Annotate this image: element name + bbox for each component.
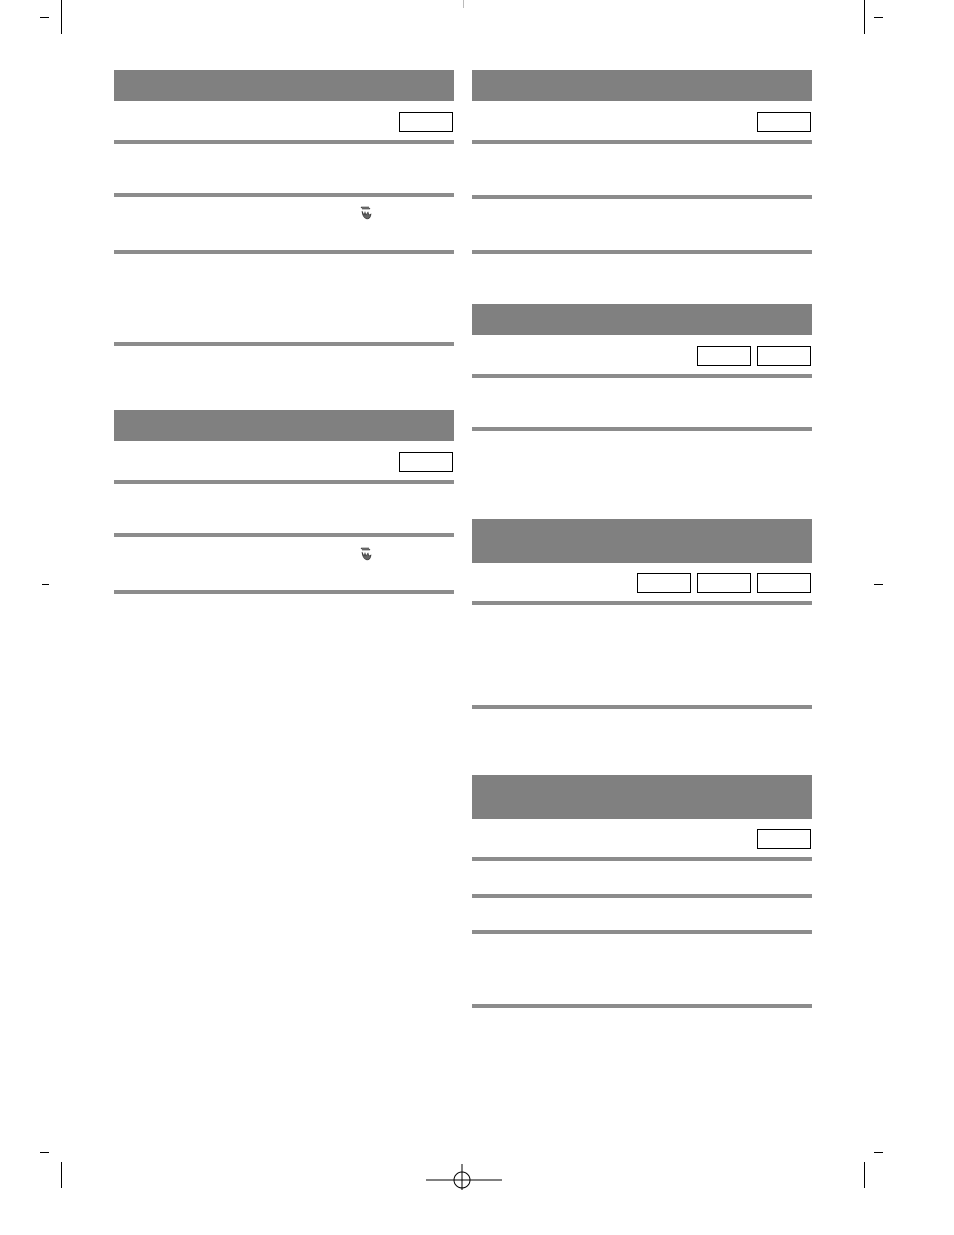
mode-badge: [697, 346, 751, 366]
crop-mark-bottom-right-h: [874, 1152, 883, 1153]
mode-badge: [757, 112, 811, 132]
section-header-bar: [472, 304, 812, 335]
divider-rule: [472, 427, 812, 431]
crop-mark-bottom-left-h: [40, 1152, 49, 1153]
section-header-bar: [114, 70, 454, 101]
divider-rule: [472, 250, 812, 254]
divider-rule: [472, 195, 812, 199]
crop-mark-top-center: [463, 0, 464, 8]
divider-rule: [114, 590, 454, 594]
divider-rule: [472, 705, 812, 709]
divider-rule: [114, 140, 454, 144]
mode-badge: [399, 452, 453, 472]
divider-rule: [472, 374, 812, 378]
divider-rule: [472, 601, 812, 605]
divider-rule: [472, 857, 812, 861]
section-header-bar: [114, 410, 454, 441]
crop-mark-mid-left: [42, 584, 49, 585]
registration-mark-bottom: [424, 1162, 504, 1190]
section-header-bar: [472, 70, 812, 101]
mode-badge: [637, 573, 691, 593]
crop-mark-mid-right: [874, 584, 883, 585]
divider-rule: [114, 533, 454, 537]
mode-badge: [757, 346, 811, 366]
divider-rule: [114, 480, 454, 484]
divider-rule: [114, 250, 454, 254]
divider-rule: [472, 894, 812, 898]
crop-mark-top-left: [61, 0, 62, 34]
divider-rule: [114, 342, 454, 346]
hand-icon: [358, 547, 374, 563]
hand-icon: [358, 206, 374, 222]
mode-badge: [757, 829, 811, 849]
crop-mark-bottom-left: [61, 1162, 62, 1188]
crop-mark-top-right-h: [874, 17, 883, 18]
crop-mark-top-left-h: [40, 17, 49, 18]
divider-rule: [472, 1004, 812, 1008]
mode-badge: [399, 112, 453, 132]
section-header-bar: [472, 775, 812, 819]
mode-badge: [757, 573, 811, 593]
crop-mark-top-right: [864, 0, 865, 34]
section-header-bar: [472, 519, 812, 563]
mode-badge: [697, 573, 751, 593]
divider-rule: [472, 930, 812, 934]
divider-rule: [472, 140, 812, 144]
crop-mark-bottom-right: [864, 1162, 865, 1188]
divider-rule: [114, 193, 454, 197]
